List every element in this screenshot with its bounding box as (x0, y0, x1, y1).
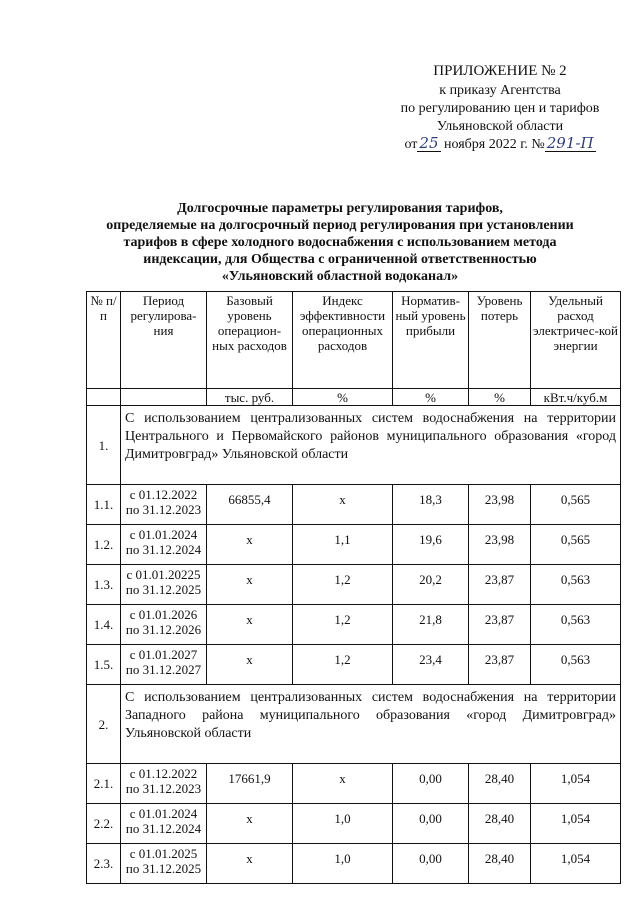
row-base: х (207, 525, 293, 565)
row-num: 1.4. (87, 605, 121, 645)
row-energy: 1,054 (531, 764, 621, 804)
row-index: 1,1 (293, 525, 393, 565)
row-period: с 01.01.2027 по 31.12.2027 (121, 645, 207, 685)
date-prefix: от (404, 137, 418, 152)
section-row (87, 406, 621, 485)
row-losses: 23,87 (469, 565, 531, 605)
row-profit: 19,6 (393, 525, 469, 565)
row-num: 2.3. (87, 844, 121, 884)
header-index: Индекс эффективности операционных расходов (293, 292, 393, 389)
row-base: 17661,9 (207, 764, 293, 804)
row-energy: 1,054 (531, 804, 621, 844)
row-base: 66855,4 (207, 485, 293, 525)
row-index: х (293, 764, 393, 804)
table-row (87, 485, 621, 525)
appendix-header (380, 62, 620, 154)
row-profit: 20,2 (393, 565, 469, 605)
date-suffix: ноября 2022 г. № (444, 137, 545, 152)
row-period: с 01.01.20225 по 31.12.2025 (121, 565, 207, 605)
row-period: с 01.01.2025 по 31.12.2025 (121, 844, 207, 884)
units-row (87, 389, 621, 406)
header-period: Период регулирова-ния (121, 292, 207, 389)
header-profit: Норматив-ный уровень прибыли (393, 292, 469, 389)
row-base: х (207, 565, 293, 605)
appendix-title: ПРИЛОЖЕНИЕ № 2 (433, 63, 567, 79)
row-index: 1,2 (293, 565, 393, 605)
row-energy: 0,565 (531, 525, 621, 565)
table-row (87, 804, 621, 844)
row-losses: 23,87 (469, 645, 531, 685)
appendix-line-2: по регулированию цен и тарифов (400, 101, 600, 116)
title-line-2: определяемые на долгосрочный период регулирования при установлении (106, 218, 574, 233)
units-profit: % (393, 389, 469, 406)
row-index: 1,0 (293, 804, 393, 844)
order-number: 291-П (546, 134, 594, 152)
row-num: 1.5. (87, 645, 121, 685)
row-losses: 28,40 (469, 764, 531, 804)
row-index: 1,2 (293, 605, 393, 645)
row-period: с 01.12.2022 по 31.12.2023 (121, 485, 207, 525)
row-losses: 23,98 (469, 485, 531, 525)
units-base: тыс. руб. (207, 389, 293, 406)
row-index: 1,0 (293, 844, 393, 884)
row-base: х (207, 804, 293, 844)
row-energy: 0,563 (531, 565, 621, 605)
units-energy: кВт.ч/куб.м (531, 389, 621, 406)
table-row (87, 844, 621, 884)
table-row (87, 605, 621, 645)
row-num: 1.1. (87, 485, 121, 525)
row-base: х (207, 605, 293, 645)
row-period: с 01.01.2024 по 31.12.2024 (121, 525, 207, 565)
row-profit: 21,8 (393, 605, 469, 645)
table-row (87, 645, 621, 685)
section-row (87, 685, 621, 764)
row-energy: 0,565 (531, 485, 621, 525)
section-num: 1. (87, 406, 121, 485)
header-losses: Уровень потерь (469, 292, 531, 389)
row-profit: 0,00 (393, 764, 469, 804)
row-profit: 23,4 (393, 645, 469, 685)
row-losses: 23,87 (469, 605, 531, 645)
row-index: х (293, 485, 393, 525)
table-row (87, 525, 621, 565)
row-losses: 28,40 (469, 804, 531, 844)
row-base: х (207, 844, 293, 884)
row-energy: 0,563 (531, 645, 621, 685)
row-losses: 23,98 (469, 525, 531, 565)
row-profit: 0,00 (393, 804, 469, 844)
header-num: № п/п (87, 292, 121, 389)
section-text: С использованием централизованных систем водоснабжения на территории Западного района муниципального образования «город Димитровград» Ульяновской области (121, 685, 621, 764)
row-num: 1.2. (87, 525, 121, 565)
table-row (87, 764, 621, 804)
row-base: х (207, 645, 293, 685)
row-period: с 01.01.2026 по 31.12.2026 (121, 605, 207, 645)
row-period: с 01.01.2024 по 31.12.2024 (121, 804, 207, 844)
row-profit: 18,3 (393, 485, 469, 525)
parameters-table (86, 291, 621, 884)
table-row (87, 565, 621, 605)
units-losses: % (469, 389, 531, 406)
row-energy: 0,563 (531, 605, 621, 645)
date-day: 25 (419, 134, 439, 152)
row-num: 2.1. (87, 764, 121, 804)
appendix-line-3: Ульяновской области (436, 119, 564, 134)
title-line-3: тарифов в сфере холодного водоснабжения с использованием метода (123, 235, 557, 250)
section-num: 2. (87, 685, 121, 764)
units-index: % (293, 389, 393, 406)
row-profit: 0,00 (393, 844, 469, 884)
row-index: 1,2 (293, 645, 393, 685)
units-empty (87, 389, 121, 406)
row-num: 1.3. (87, 565, 121, 605)
appendix-date-line (380, 136, 620, 154)
header-base: Базовый уровень операцион-ных расходов (207, 292, 293, 389)
document-title (60, 200, 620, 285)
row-period: с 01.12.2022 по 31.12.2023 (121, 764, 207, 804)
row-losses: 28,40 (469, 844, 531, 884)
section-text: С использованием централизованных систем водоснабжения на территории Центрального и Первомайского районов муниципального образования «город Димитровград» Ульяновской области (121, 406, 621, 485)
row-num: 2.2. (87, 804, 121, 844)
title-line-4: индексации, для Общества с ограниченной ответственностью (143, 252, 537, 267)
title-line-5: «Ульяновский областной водоканал» (221, 269, 459, 284)
title-line-1: Долгосрочные параметры регулирования тарифов, (177, 201, 503, 216)
units-empty (121, 389, 207, 406)
row-energy: 1,054 (531, 844, 621, 884)
header-energy: Удельный расход электричес-кой энергии (531, 292, 621, 389)
appendix-line-1: к приказу Агентства (439, 83, 561, 98)
header-row (87, 292, 621, 389)
